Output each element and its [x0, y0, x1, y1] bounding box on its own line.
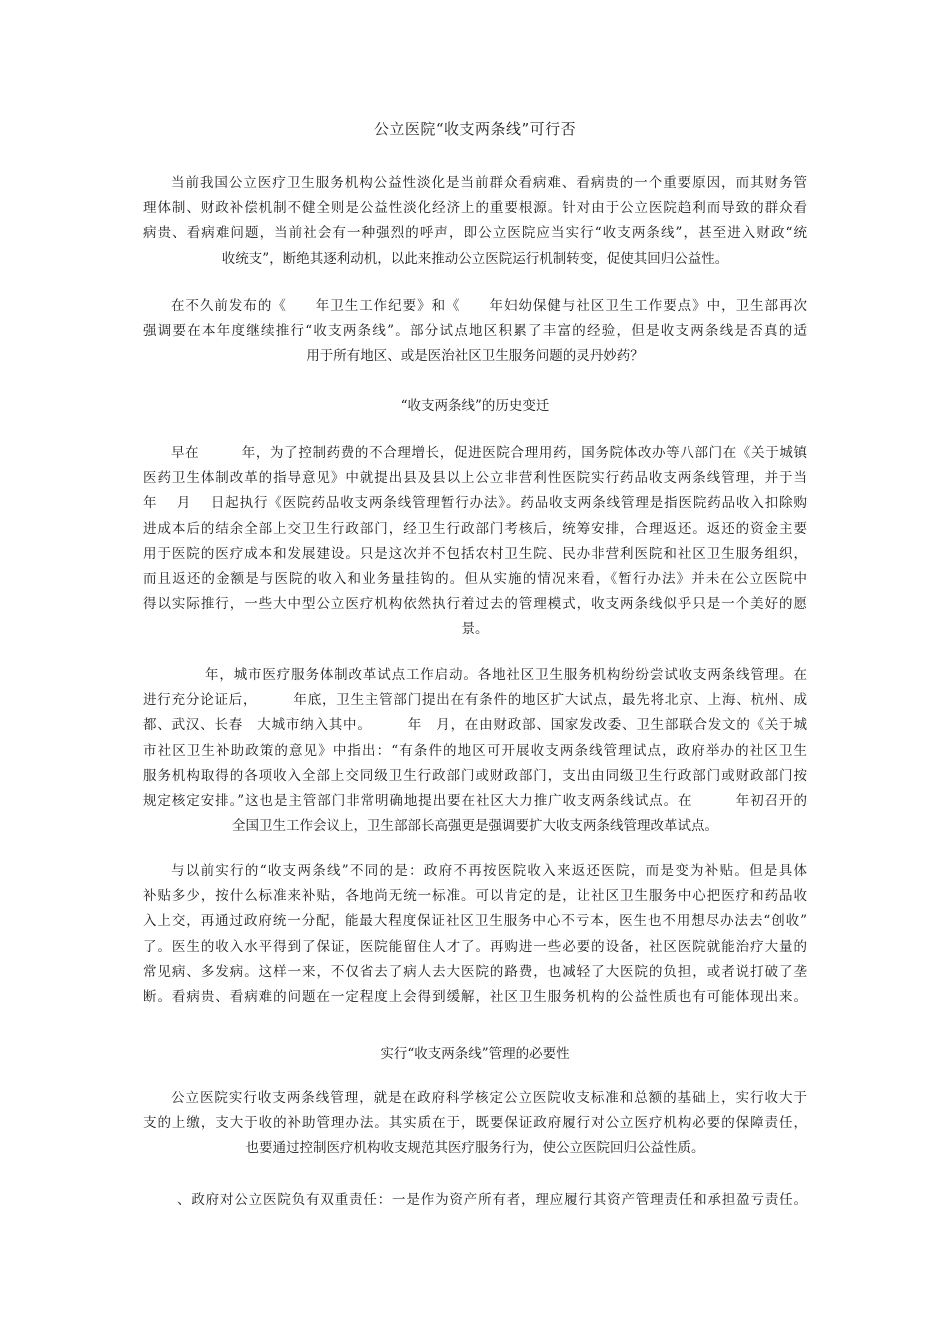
text-line: 规定核定安排。”这也是主管部门非常明确地提出要在社区大力推广收支两条线试点。在 年初召开的	[143, 792, 807, 809]
text-line: 都、武汉、长春 大城市纳入其中。 年 月，在由财政部、国家发改委、卫生部联合发文的《关于城	[143, 717, 807, 734]
paragraph-history	[143, 441, 807, 643]
text-line: 用于医院的医疗成本和发展建设。只是这次并不包括农村卫生院、民办非营利医院和社区卫生服务组织，	[143, 545, 807, 562]
text-line: 病贵、看病难问题，当前社会有一种强烈的呼声，即公立医院应当实行“收支两条线”，甚至进入财政“统	[143, 225, 807, 242]
section-heading-history: “收支两条线”的历史变迁	[400, 398, 550, 414]
text-line: 用于所有地区、或是医治社区卫生服务问题的灵丹妙药？	[306, 348, 644, 365]
paragraph-policy	[143, 294, 807, 370]
text-line: 理体制、财政补偿机制不健全则是公益性淡化经济上的重要根源。针对由于公立医院趋利而导致的群众看	[143, 200, 807, 217]
text-line: 年 月 日起执行《医院药品收支两条线管理暂行办法》。药品收支两条线管理是指医院药品收入扣除购	[143, 495, 807, 512]
text-line: 了。医生的收入水平得到了保证，医院能留住人才了。再购进一些必要的设备，社区医院就能治疗大量的	[143, 938, 807, 955]
text-line: 进行充分论证后， 年底，卫生主管部门提出在有条件的地区扩大试点，最先将北京、上海、杭州、成	[143, 692, 807, 709]
text-line: 常见病、多发病。这样一来，不仅省去了病人去大医院的路费，也减轻了大医院的负担，或者说打破了垄	[143, 963, 807, 980]
paragraph-intro	[143, 171, 807, 272]
text-line: 市社区卫生补助政策的意见》中指出：“有条件的地区可开展收支两条线管理试点，政府举办的社区卫生	[143, 742, 807, 759]
paragraph-reform	[143, 663, 807, 839]
text-line: 医药卫生体制改革的指导意见》中就提出县及县以上公立非营利性医院实行药品收支两条线管理，并于当	[143, 470, 807, 487]
text-line: 强调要在本年度继续推行“收支两条线”。部分试点地区积累了丰富的经验，但是收支两条线是否真的适	[143, 323, 807, 340]
paragraph-responsibility	[143, 1188, 807, 1213]
text-line: 支的上缴，支大于收的补助管理办法。其实质在于，既要保证政府履行对公立医疗机构必要的保障责任，	[143, 1115, 807, 1132]
text-line: 补贴多少，按什么标准来补贴，各地尚无统一标准。可以肯定的是，让社区卫生服务中心把医疗和药品收	[143, 888, 807, 905]
text-line: 当前我国公立医疗卫生服务机构公益性淡化是当前群众看病难、看病贵的一个重要原因，而其财务管	[171, 175, 807, 191]
text-line: 入上交，再通过政府统一分配，能最大程度保证社区卫生服务中心不亏本，医生也不用想尽办法去“创收”	[143, 913, 807, 930]
text-line: 而且返还的金额是与医院的收入和业务量挂钩的。但从实施的情况来看，《暂行办法》并未在公立医院中	[143, 570, 807, 587]
text-line: 断。看病贵、看病难的问题在一定程度上会得到缓解，社区卫生服务机构的公益性质也有可能体现出来。	[143, 988, 807, 1005]
section-heading-necessity: 实行“收支两条线”管理的必要性	[380, 1046, 570, 1062]
text-line: 全国卫生工作会议上，卫生部部长高强更是强调要扩大收支两条线管理改革试点。	[232, 818, 718, 835]
text-line: 景。	[461, 621, 489, 638]
text-line: 、政府对公立医院负有双重责任：一是作为资产所有者，理应履行其资产管理责任和承担盈亏责任。	[177, 1192, 807, 1208]
paragraph-necessity	[143, 1086, 807, 1162]
text-line: 早在 年，为了控制药费的不合理增长，促进医院合理用药，国务院体改办等八部门在《关于城镇	[171, 445, 807, 461]
text-line: 服务机构取得的各项收入全部上交同级卫生行政部门或财政部门，支出由同级卫生行政部门或财政部门按	[143, 767, 807, 784]
text-line: 得以实际推行，一些大中型公立医疗机构依然执行着过去的管理模式，收支两条线似乎只是一个美好的愿	[143, 596, 807, 613]
text-line: 收统支”，断绝其逐利动机，以此来推动公立医院运行机制转变，促使其回归公益性。	[221, 250, 729, 267]
document-title: 公立医院“收支两条线”可行否	[373, 120, 577, 138]
text-line: 进成本后的结余全部上交卫生行政部门，经卫生行政部门考核后，统筹安排，合理返还。返还的资金主要	[143, 520, 807, 537]
text-line: 在不久前发布的《 年卫生工作纪要》和《 年妇幼保健与社区卫生工作要点》中，卫生部再次	[171, 298, 807, 314]
text-line: 公立医院实行收支两条线管理，就是在政府科学核定公立医院收支标准和总额的基础上，实行收大于	[171, 1090, 807, 1106]
text-line: 年，城市医疗服务体制改革试点工作启动。各地社区卫生服务机构纷纷尝试收支两条线管理。在	[205, 667, 807, 683]
text-line: 也要通过控制医疗机构收支规范其医疗服务行为，使公立医院回归公益性质。	[245, 1140, 705, 1157]
text-line: 与以前实行的“收支两条线”不同的是：政府不再按医院收入来返还医院，而是变为补贴。但是具体	[171, 863, 807, 879]
paragraph-difference	[143, 859, 807, 1010]
